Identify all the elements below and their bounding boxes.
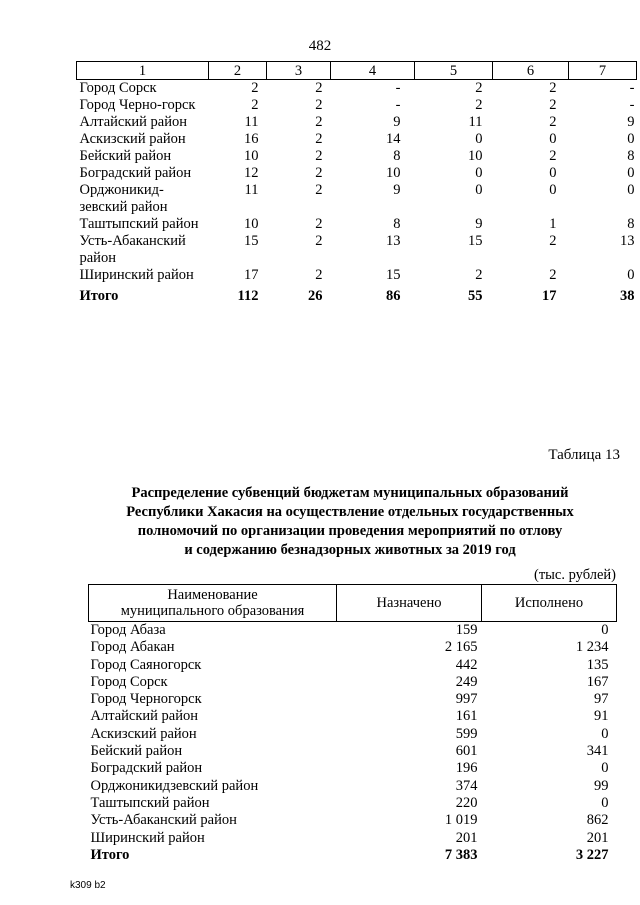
table1-header-row	[77, 62, 637, 80]
municipality-name: Город Черногорск	[90, 691, 202, 708]
municipality-name: Город Абакан	[90, 639, 175, 656]
table2-row	[89, 639, 617, 656]
executed-value: 167	[586, 673, 609, 690]
table-caption: Таблица 13	[548, 447, 620, 463]
table1-row	[77, 233, 637, 267]
page-number: 482	[308, 38, 332, 54]
table1-value-cell: 2	[315, 233, 323, 249]
table1-value-cell: 2	[315, 267, 323, 283]
assigned-value: 997	[455, 691, 478, 708]
subsidy-table-continued	[76, 61, 637, 305]
table1-value-cell: 14	[386, 131, 401, 147]
executed-value: 91	[594, 708, 609, 725]
table1-value-cell: 2	[549, 114, 557, 130]
municipality-header	[89, 585, 337, 622]
table1-value-cell: 13	[620, 233, 635, 249]
table1-value-cell: 2	[475, 267, 483, 283]
table1-row	[77, 80, 637, 98]
municipality-name: Бейский район	[79, 148, 172, 164]
executed-value: 0	[601, 622, 609, 638]
table1-value-cell: 0	[549, 131, 557, 147]
table1-value-cell: 2	[315, 165, 323, 181]
table-title-line: Распределение субвенций бюджетам муниципальных образований	[131, 485, 569, 501]
table1-total-row	[77, 284, 637, 305]
table1-value-cell: 2	[549, 233, 557, 249]
table1-value-cell: 1	[549, 216, 557, 232]
municipality-name: Итого	[90, 846, 130, 863]
assigned-value: 2 165	[444, 639, 478, 656]
assigned-value: 599	[455, 725, 478, 742]
table1-value-cell: -	[395, 80, 401, 96]
table1-col-header: 7	[569, 62, 637, 80]
table1-value-cell: 9	[475, 216, 483, 232]
table1-value-cell: 0	[627, 131, 635, 147]
table1-value-cell: 10	[386, 165, 401, 181]
table1-value-cell: 26	[308, 288, 323, 304]
units-label: (тыс. рублей)	[534, 567, 616, 583]
municipality-name: Аскизский район	[79, 131, 186, 147]
table1-value-cell: 112	[237, 288, 259, 304]
table1-value-cell: 86	[386, 288, 401, 304]
assigned-value: 374	[455, 777, 478, 794]
table1-value-cell: 38	[620, 288, 635, 304]
table2-row	[89, 795, 617, 812]
table1-value-cell: 15	[244, 233, 259, 249]
table1-value-cell: 11	[244, 114, 259, 130]
table1-value-cell: 10	[468, 148, 483, 164]
assigned-value: 442	[455, 656, 478, 673]
assigned-value: 201	[455, 829, 478, 846]
table2-total-row	[89, 847, 617, 864]
executed-value: 1 234	[575, 639, 609, 656]
table1-col-header: 2	[209, 62, 267, 80]
table1-row	[77, 165, 637, 182]
table1-value-cell: 8	[627, 216, 635, 232]
executed-value: 0	[601, 794, 609, 811]
subsidy-distribution-table	[88, 584, 617, 864]
municipality-name: Боградский район	[79, 165, 192, 181]
table1-value-cell: -	[629, 97, 635, 113]
municipality-name: Аскизский район	[90, 725, 197, 742]
table1-row	[77, 182, 637, 216]
table1-value-cell: 16	[244, 131, 259, 147]
table2-row	[89, 743, 617, 760]
table1-value-cell: -	[395, 97, 401, 113]
municipality-header-line1: Наименование	[167, 587, 258, 603]
table1-value-cell: 17	[244, 267, 259, 283]
table1-value-cell: 2	[315, 216, 323, 232]
municipality-name: Таштыпский район	[79, 216, 199, 232]
executed-header: Исполнено	[482, 585, 617, 622]
table1-value-cell: 12	[244, 165, 259, 181]
table2-row	[89, 657, 617, 674]
table1-value-cell: 2	[315, 131, 323, 147]
table1-value-cell: -	[629, 80, 635, 96]
table1-value-cell: 0	[475, 182, 483, 198]
table1-value-cell: 2	[315, 97, 323, 113]
assigned-value: 161	[455, 708, 478, 725]
executed-value: 0	[601, 760, 609, 777]
municipality-name: Город Черно-горск	[79, 97, 196, 113]
table1-row	[77, 97, 637, 114]
table1-value-cell: 17	[542, 288, 557, 304]
table1-value-cell: 0	[627, 165, 635, 181]
executed-value: 99	[594, 777, 609, 794]
municipality-name: Ширинский район	[90, 829, 205, 846]
assigned-header: Назначено	[337, 585, 482, 622]
municipality-name: Орджоникидзевский район	[90, 777, 259, 794]
municipality-name: Город Сорск	[79, 80, 157, 96]
assigned-value: 159	[455, 622, 478, 638]
municipality-header-line2: муниципального образования	[120, 603, 305, 619]
municipality-name: Ширинский район	[79, 267, 194, 283]
municipality-name: Бейский район	[90, 743, 183, 760]
table1-value-cell: 2	[315, 80, 323, 96]
municipality-name: Город Саяногорск	[90, 656, 202, 673]
table-title-line: Республики Хакасия на осуществление отдельных государственных	[126, 504, 574, 520]
executed-value: 862	[586, 812, 609, 829]
table1-value-cell: 55	[468, 288, 483, 304]
municipality-name: Итого	[79, 288, 119, 304]
table1-row	[77, 148, 637, 165]
table2-row	[89, 726, 617, 743]
table2-row	[89, 778, 617, 795]
table1-value-cell: 2	[549, 148, 557, 164]
table1-value-cell: 2	[315, 182, 323, 198]
table1-row	[77, 267, 637, 284]
assigned-value: 1 019	[444, 812, 478, 829]
table2-row	[89, 830, 617, 847]
executed-value: 3 227	[575, 846, 609, 863]
municipality-name: Алтайский район	[79, 114, 187, 130]
table1-value-cell: 10	[244, 216, 259, 232]
municipality-name: Усть-Абаканский район	[90, 812, 237, 829]
municipality-name: Город Абаза	[90, 622, 166, 638]
executed-value: 0	[601, 725, 609, 742]
municipality-name: Орджоникид-зевский район	[79, 182, 168, 215]
table2-header-row	[89, 585, 617, 622]
table1-col-header: 6	[493, 62, 569, 80]
table1-value-cell: 0	[549, 165, 557, 181]
table-title-line: полномочий по организации проведения мероприятий по отлову	[137, 523, 563, 539]
table1-value-cell: 13	[386, 233, 401, 249]
municipality-name: Город Сорск	[90, 673, 168, 690]
table1-value-cell: 15	[386, 267, 401, 283]
executed-value: 201	[586, 829, 609, 846]
assigned-value: 196	[455, 760, 478, 777]
table1-value-cell: 8	[393, 216, 401, 232]
table1-value-cell: 9	[393, 114, 401, 130]
table1-value-cell: 2	[475, 97, 483, 113]
table1-value-cell: 15	[468, 233, 483, 249]
table1-row	[77, 216, 637, 233]
table1-value-cell: 0	[627, 182, 635, 198]
assigned-value: 220	[455, 794, 478, 811]
assigned-value: 249	[455, 673, 478, 690]
footer-code: k309 b2	[70, 880, 106, 891]
table1-value-cell: 9	[627, 114, 635, 130]
table1-value-cell: 0	[475, 131, 483, 147]
table1-value-cell: 2	[315, 114, 323, 130]
table1-value-cell: 2	[251, 80, 259, 96]
municipality-name: Таштыпский район	[90, 794, 210, 811]
executed-value: 135	[586, 656, 609, 673]
table1-col-header: 4	[331, 62, 415, 80]
municipality-name: Алтайский район	[90, 708, 198, 725]
table1-value-cell: 2	[549, 80, 557, 96]
municipality-name: Усть-Абаканский район	[79, 233, 186, 266]
table2-row	[89, 708, 617, 725]
table1-value-cell: 2	[549, 267, 557, 283]
assigned-value: 7 383	[444, 846, 478, 863]
table1-value-cell: 0	[475, 165, 483, 181]
executed-value: 341	[586, 743, 609, 760]
table1-value-cell: 11	[468, 114, 483, 130]
table1-value-cell: 2	[315, 148, 323, 164]
table-title-line: и содержанию безнадзорных животных за 2019 год	[184, 542, 516, 558]
table1-col-header: 1	[77, 62, 209, 80]
table2-row	[89, 691, 617, 708]
table1-value-cell: 2	[475, 80, 483, 96]
table1-col-header: 3	[267, 62, 331, 80]
table2-row	[89, 760, 617, 777]
table1-value-cell: 0	[627, 267, 635, 283]
table-title	[90, 484, 610, 560]
table1-col-header: 5	[415, 62, 493, 80]
table1-value-cell: 0	[549, 182, 557, 198]
table1-row	[77, 131, 637, 148]
municipality-name: Боградский район	[90, 760, 203, 777]
table1-value-cell: 10	[244, 148, 259, 164]
table2-row	[89, 674, 617, 691]
executed-value: 97	[594, 691, 609, 708]
table2-row	[89, 812, 617, 829]
table1-value-cell: 9	[393, 182, 401, 198]
assigned-value: 601	[455, 743, 478, 760]
table1-value-cell: 2	[549, 97, 557, 113]
table1-value-cell: 8	[627, 148, 635, 164]
table1-value-cell: 2	[251, 97, 259, 113]
table2-row	[89, 622, 617, 640]
table1-value-cell: 8	[393, 148, 401, 164]
table1-value-cell: 11	[244, 182, 259, 198]
table1-row	[77, 114, 637, 131]
